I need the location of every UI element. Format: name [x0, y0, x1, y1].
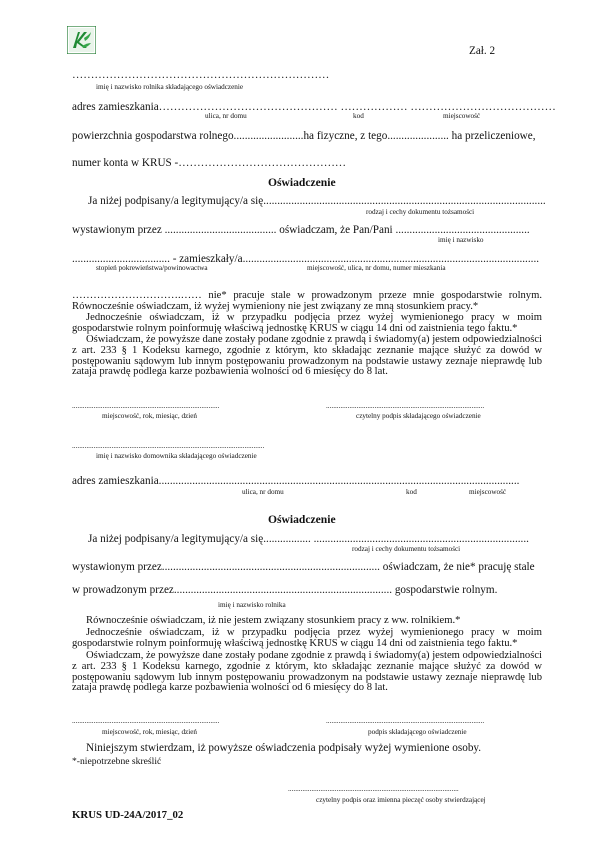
- attachment-label: Zał. 2: [469, 45, 496, 57]
- declaration1-id-label: rodzaj i cechy dokumentu tożsamości: [366, 208, 475, 216]
- declaration1-relation-field[interactable]: ................................... - zamieszkały/a..........................................................................................................: [72, 253, 540, 265]
- declaration2-paragraph-2: Jednocześnie oświadczam, iż w przypadku podjęcia przez wyżej wymienionego pracy w moim gospodarstwie rolnym poinformuję właściwą jednostkę KRUS w ciągu 14 dni od zaistnienia tego faktu.*: [72, 627, 542, 649]
- declaration1-signature-field[interactable]: ........................................................................................: [326, 402, 485, 410]
- farmer-city-label: miejscowość: [443, 112, 481, 120]
- farmer-code-label: kod: [353, 112, 364, 120]
- farmer-street-label: ulica, nr domu: [205, 112, 247, 120]
- member-name-field[interactable]: ...........................................................................................................: [72, 442, 265, 450]
- declaration1-title: Oświadczenie: [268, 176, 336, 189]
- declaration2-signature-label: podpis składającego oświadczenie: [368, 728, 467, 736]
- declaration2-id-field[interactable]: Ja niżej podpisany/a legitymujący/a się................. .............................................................................: [88, 533, 529, 545]
- farmer-name-field[interactable]: ……………………………………………………………: [72, 69, 330, 81]
- declaration2-farmer-field[interactable]: w prowadzonym przez.............................................................................. gospodarstwie rolnym.: [72, 584, 498, 596]
- stamp-signature-label: czytelny podpis oraz imienna pieczęć osoby stwierdzającej: [316, 796, 486, 804]
- footnote: *-niepotrzebne skreślić: [72, 756, 162, 767]
- confirmation-text: Niniejszym stwierdzam, iż powyższe oświadczenia podpisały wyżej wymienione osoby.: [86, 742, 482, 754]
- declaration1-name-label: imię i nazwisko: [438, 236, 484, 244]
- farmer-address-field[interactable]: adres zamieszkania………………………………………… ……………… …………………………………: [72, 101, 556, 113]
- member-code-label: kod: [406, 488, 417, 496]
- declaration1-issuer-field[interactable]: wystawionym przez ........................................ oświadczam, że Pan/Pani ................................................: [72, 224, 530, 236]
- member-address-field[interactable]: adres zamieszkania.................................................................................................................................: [72, 475, 520, 487]
- declaration2-date-label: miejscowość, rok, miesiąc, dzień: [102, 728, 198, 736]
- stamp-signature-field[interactable]: ...............................................................................................: [288, 785, 459, 793]
- declaration1-id-field[interactable]: Ja niżej podpisany/a legitymujący/a się.....................................................................................................: [88, 195, 546, 207]
- declaration2-farmer-label: imię i nazwisko rolnika: [218, 601, 286, 609]
- farm-area-field[interactable]: powierzchnia gospodarstwa rolnego.........................ha fizyczne, z tego...................... ha przeliczeniowe,: [72, 130, 536, 142]
- declaration1-paragraph-3: Oświadczam, że powyższe dane zostały podane zgodnie z prawdą i świadomy(a) jestem odpowiedzialności z art. 233 § 1 Kodeksu karnego, zgodnie z którym, kto składając zeznanie mające służyć za dowód w postępowaniu sądowym lub innym postępowaniu prowadzonym na podstawie ustawy zeznaje nieprawdę lub zataja prawdę podlega karze pozbawienia wolności od 6 miesięcy do 8 lat.: [72, 334, 542, 378]
- declaration2-id-label: rodzaj i cechy dokumentu tożsamości: [352, 545, 461, 553]
- member-name-label: imię i nazwisko domownika składającego oświadczenie: [96, 452, 257, 460]
- declaration1-date-field[interactable]: ..................................................................................: [72, 402, 220, 410]
- declaration1-date-label: miejscowość, rok, miesiąc, dzień: [102, 412, 198, 420]
- declaration1-paragraph-2: Jednocześnie oświadczam, iż w przypadku podjęcia przez wyżej wymienionego pracy w moim gospodarstwie rolnym poinformuję właściwą jednostkę KRUS w ciągu 14 dni od zaistnienia tego faktu.*: [72, 312, 542, 334]
- krus-logo: [67, 26, 96, 54]
- declaration2-issuer-field[interactable]: wystawionym przez.............................................................................. oświadczam, że nie* pracuję stale: [72, 561, 535, 573]
- declaration2-paragraph-3: Oświadczam, że powyższe dane zostały podane zgodnie z prawdą i świadomy(a) jestem odpowiedzialności z art. 233 § 1 Kodeksu karnego, zgodnie z którym, kto składając zeznanie mające służyć za dowód w postępowaniu sądowym lub innym postępowaniu prowadzonym na podstawie ustawy zeznaje nieprawdę lub zataja prawdę podlega karze pozbawienia wolności od 6 miesięcy do 8 lat.: [72, 650, 542, 694]
- declaration1-signature-label: czytelny podpis składającego oświadczenie: [356, 412, 481, 420]
- member-city-label: miejscowość: [469, 488, 507, 496]
- declaration2-paragraph-1: Równocześnie oświadczam, iż nie jestem związany stosunkiem pracy z ww. rolnikiem.*: [86, 615, 461, 626]
- declaration2-signature-field[interactable]: ........................................................................................: [326, 717, 485, 725]
- declaration2-title: Oświadczenie: [268, 513, 336, 526]
- declaration2-date-field[interactable]: ..................................................................................: [72, 717, 220, 725]
- declaration1-address-label: miejscowość, ulica, nr domu, numer mieszkania: [307, 264, 446, 272]
- declaration1-relation-label: stopień pokrewieństwa/powinowactwa: [96, 264, 208, 272]
- krus-account-field[interactable]: numer konta w KRUS -………………………………………: [72, 157, 347, 169]
- declaration1-paragraph-1: ………………………….…… nie* pracuje stale w prowadzonym przeze mnie gospodarstwie rolnym. Równocześnie oświadczam, iż wyżej wymieniony nie jest związany ze mną stosunkiem pracy.*: [72, 290, 542, 312]
- form-code: KRUS UD-24A/2017_02: [72, 809, 184, 821]
- member-street-label: ulica, nr domu: [242, 488, 284, 496]
- farmer-name-label: imię i nazwisko rolnika składającego oświadczenie: [96, 83, 244, 91]
